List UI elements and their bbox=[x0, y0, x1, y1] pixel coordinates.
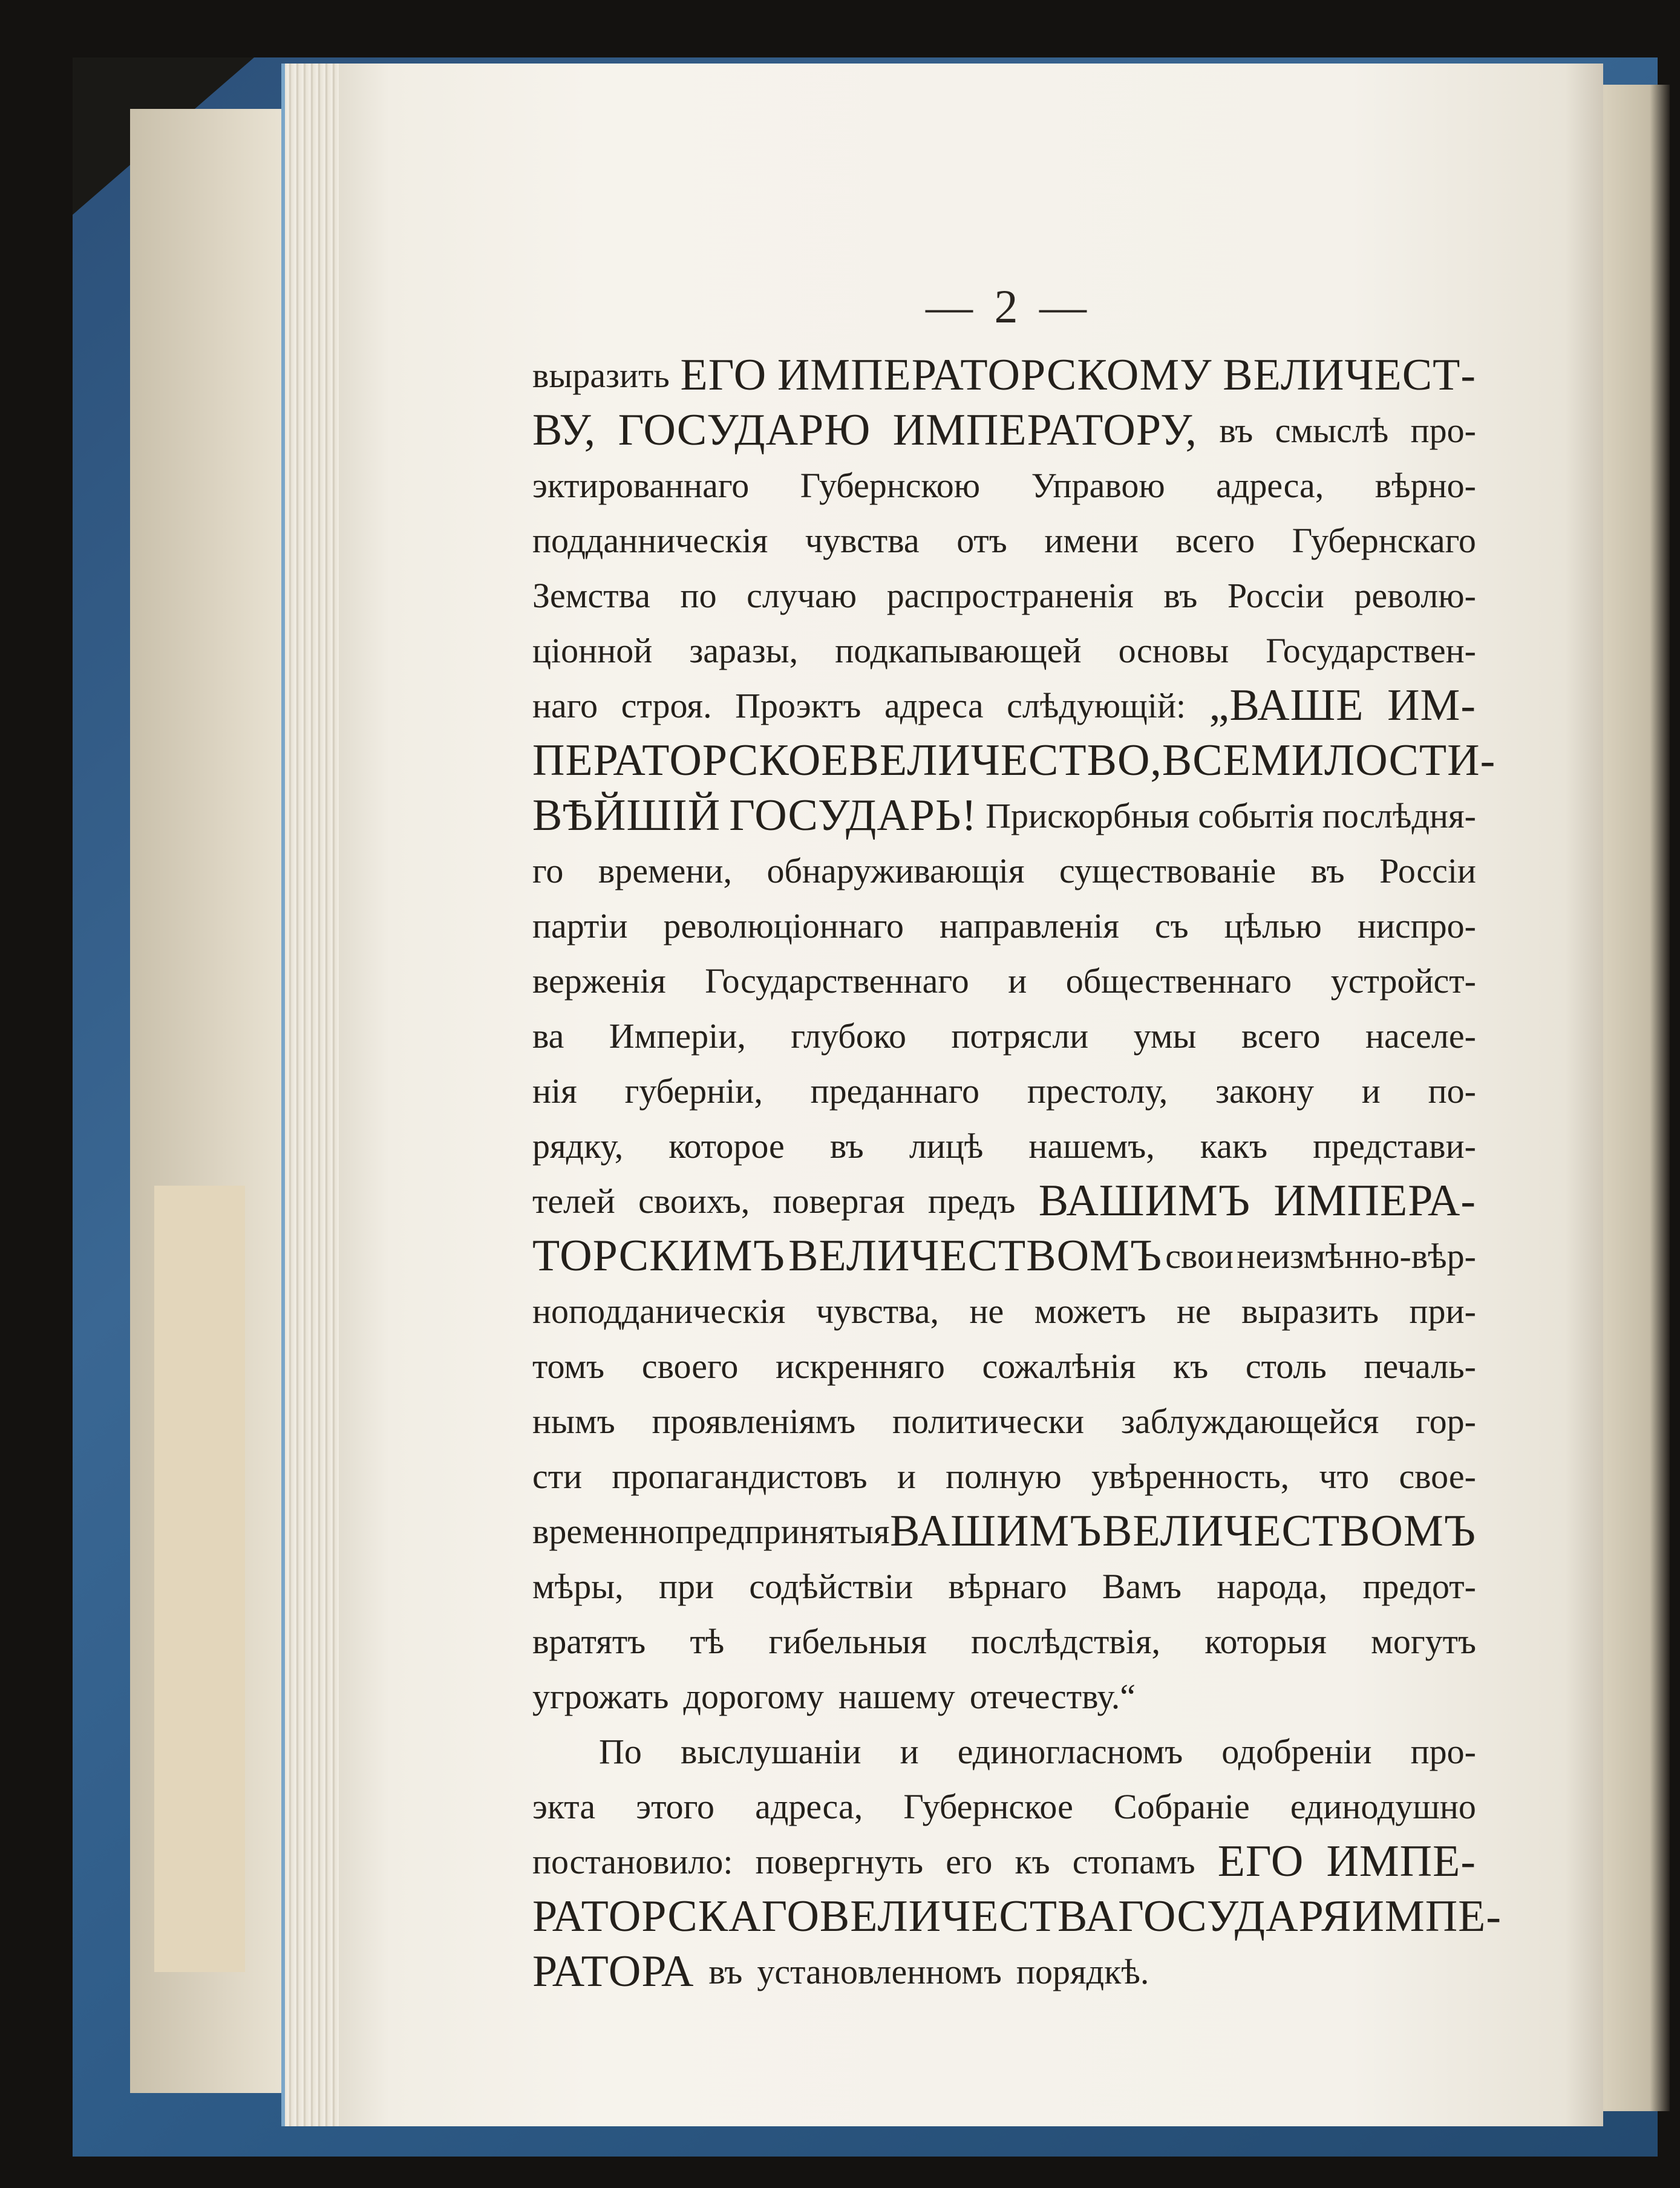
word: про- bbox=[1410, 1732, 1476, 1771]
word: подкапывающей bbox=[835, 631, 1082, 670]
word: „ВАШЕ bbox=[1209, 681, 1364, 730]
word: тѣ bbox=[690, 1622, 725, 1661]
word: телей bbox=[532, 1181, 615, 1221]
word: времени, bbox=[598, 851, 732, 890]
word: заразы, bbox=[689, 631, 799, 670]
word: свое- bbox=[1399, 1457, 1476, 1496]
word: ВЕЛИЧЕСТВОМЪ bbox=[1102, 1506, 1476, 1556]
word: по- bbox=[1428, 1071, 1476, 1111]
word: ИМПЕРАТОРУ, bbox=[892, 405, 1197, 455]
word: направленія bbox=[940, 906, 1119, 945]
text-line bbox=[532, 348, 1476, 403]
word: свои bbox=[1165, 1236, 1234, 1276]
word: столь bbox=[1245, 1347, 1327, 1386]
word: сожалѣнія bbox=[982, 1347, 1136, 1386]
word: къ bbox=[1015, 1842, 1050, 1881]
text-line bbox=[532, 1559, 1476, 1614]
word: ВЕЛИЧЕСТВО, bbox=[849, 736, 1162, 785]
text-line bbox=[532, 953, 1476, 1008]
word: ВѢЙШІЙ bbox=[532, 791, 721, 840]
word: можетъ bbox=[1034, 1292, 1146, 1331]
word: сти bbox=[532, 1457, 583, 1496]
word: угрожать bbox=[532, 1677, 669, 1716]
word: револю- bbox=[1354, 576, 1476, 615]
word: смыслѣ bbox=[1275, 411, 1389, 450]
word: ГОСУДАРЬ! bbox=[729, 791, 978, 840]
text-line bbox=[532, 1008, 1476, 1063]
word: Имперіи, bbox=[609, 1016, 746, 1056]
word: обнаруживающія bbox=[766, 851, 1025, 890]
word: предпринятыя bbox=[675, 1512, 890, 1551]
word: всего bbox=[1241, 1016, 1321, 1056]
word: выразить bbox=[532, 356, 670, 395]
word: и bbox=[897, 1457, 916, 1496]
word: ИМ- bbox=[1387, 681, 1476, 730]
text-line bbox=[532, 1944, 1476, 1999]
back-page-tab bbox=[154, 1186, 245, 1972]
word: устройст- bbox=[1330, 961, 1476, 1001]
word: ПЕРАТОРСКОЕ bbox=[532, 736, 849, 785]
word: искренняго bbox=[776, 1347, 945, 1386]
word: томъ bbox=[532, 1347, 605, 1386]
text-line bbox=[532, 1669, 1476, 1724]
word: закону bbox=[1215, 1071, 1314, 1111]
word: повергнуть bbox=[755, 1842, 924, 1881]
word: которыя bbox=[1204, 1622, 1327, 1661]
word: рядку, bbox=[532, 1126, 624, 1166]
word: неизмѣнно-вѣр- bbox=[1237, 1236, 1476, 1276]
word: заблуждающейся bbox=[1120, 1402, 1379, 1441]
text-line bbox=[532, 1394, 1476, 1449]
word: при bbox=[659, 1567, 714, 1606]
word: Государственнаго bbox=[705, 961, 969, 1001]
word: предот- bbox=[1362, 1567, 1476, 1606]
word: Россіи bbox=[1227, 576, 1324, 615]
text-line bbox=[532, 1504, 1476, 1559]
word: не bbox=[969, 1292, 1004, 1331]
word: Управою bbox=[1031, 466, 1165, 505]
word: По bbox=[599, 1732, 642, 1771]
word: ИМПЕ- bbox=[1352, 1892, 1502, 1941]
word: ВЕЛИЧЕСТ- bbox=[1223, 350, 1476, 400]
word: наго bbox=[532, 686, 598, 725]
word: адреса, bbox=[755, 1787, 863, 1826]
word: ВАШИМЪ bbox=[890, 1506, 1102, 1556]
word: строя. bbox=[621, 686, 712, 725]
word: адреса bbox=[884, 686, 984, 725]
word: въ bbox=[829, 1126, 864, 1166]
word: чувства, bbox=[815, 1292, 939, 1331]
next-page-edge bbox=[1603, 85, 1670, 2111]
word: основы bbox=[1118, 631, 1229, 670]
word: глубоко bbox=[791, 1016, 907, 1056]
word: которое bbox=[668, 1126, 785, 1166]
word: распространенія bbox=[886, 576, 1134, 615]
text-line bbox=[532, 843, 1476, 898]
word: съ bbox=[1154, 906, 1189, 945]
word: какъ bbox=[1200, 1126, 1268, 1166]
word: увѣренность, bbox=[1091, 1457, 1290, 1496]
word: Государствен- bbox=[1266, 631, 1476, 670]
text-line bbox=[532, 733, 1496, 788]
word: гор- bbox=[1416, 1402, 1476, 1441]
word: народа, bbox=[1217, 1567, 1328, 1606]
word: ИМПЕ- bbox=[1326, 1837, 1476, 1886]
word: къ bbox=[1173, 1347, 1209, 1386]
text-line bbox=[532, 1118, 1476, 1174]
word: партіи bbox=[532, 906, 628, 945]
text-line bbox=[532, 1724, 1476, 1779]
word: представи- bbox=[1313, 1126, 1476, 1166]
word: и bbox=[900, 1732, 919, 1771]
word: адреса, bbox=[1216, 466, 1324, 505]
word: лицѣ bbox=[909, 1126, 984, 1166]
word: революціоннаго bbox=[663, 906, 904, 945]
word: единогласномъ bbox=[957, 1732, 1183, 1771]
text-line bbox=[532, 788, 1476, 843]
word: умы bbox=[1133, 1016, 1197, 1056]
word: ціонной bbox=[532, 631, 653, 670]
word: ва bbox=[532, 1016, 564, 1056]
text-line bbox=[532, 623, 1476, 678]
word: дорогому bbox=[683, 1677, 824, 1716]
word: нашемъ, bbox=[1028, 1126, 1155, 1166]
text-line bbox=[532, 568, 1476, 623]
text-line bbox=[532, 513, 1476, 568]
text-line bbox=[532, 1834, 1476, 1889]
word: Земства bbox=[532, 576, 650, 615]
word: гибельныя bbox=[768, 1622, 927, 1661]
word: населе- bbox=[1365, 1016, 1476, 1056]
word: Вамъ bbox=[1102, 1567, 1182, 1606]
word: вѣрнаго bbox=[948, 1567, 1067, 1606]
word: нашему bbox=[838, 1677, 955, 1716]
word: Прискорбныя bbox=[985, 796, 1190, 835]
word: полную bbox=[946, 1457, 1062, 1496]
word: ноподданическія bbox=[532, 1292, 786, 1331]
text-line bbox=[532, 1339, 1476, 1394]
word: престолу, bbox=[1027, 1071, 1168, 1111]
word: РАТОРСКАГО bbox=[532, 1892, 820, 1941]
word: своего bbox=[641, 1347, 739, 1386]
word: послѣдствія, bbox=[971, 1622, 1161, 1661]
word: го bbox=[532, 851, 564, 890]
word: потрясли bbox=[951, 1016, 1089, 1056]
page-number: — 2 — bbox=[926, 280, 1091, 333]
word: содѣйствіи bbox=[749, 1567, 914, 1606]
word: РАТОРА bbox=[532, 1947, 695, 1996]
word: выразить bbox=[1241, 1292, 1379, 1331]
word: ВУ, bbox=[532, 405, 596, 455]
word: постановило: bbox=[532, 1842, 733, 1881]
word: политически bbox=[892, 1402, 1084, 1441]
word: преданнаго bbox=[810, 1071, 980, 1111]
word: при- bbox=[1409, 1292, 1476, 1331]
word: ГОСУДАРЯ bbox=[1118, 1892, 1352, 1941]
word: имени bbox=[1044, 521, 1139, 560]
word: нія bbox=[532, 1071, 577, 1111]
word: въ bbox=[708, 1952, 743, 1991]
word: пропагандистовъ bbox=[612, 1457, 868, 1496]
word: и bbox=[1008, 961, 1027, 1001]
word: ИМПЕРА- bbox=[1273, 1176, 1476, 1226]
word: Россіи bbox=[1379, 851, 1476, 890]
word: случаю bbox=[747, 576, 857, 615]
word: единодушно bbox=[1290, 1787, 1476, 1826]
word: ЕГО bbox=[1217, 1837, 1304, 1886]
word: чувства bbox=[805, 521, 920, 560]
word: Губернскаго bbox=[1292, 521, 1476, 560]
word: въ bbox=[1163, 576, 1198, 615]
word: отъ bbox=[956, 521, 1007, 560]
word: слѣдующій: bbox=[1007, 686, 1186, 725]
word: въ bbox=[1219, 411, 1253, 450]
text-line bbox=[532, 1174, 1476, 1229]
word: про- bbox=[1410, 411, 1476, 450]
word: предъ bbox=[927, 1181, 1016, 1221]
word: ИМПЕРАТОРСКОМУ bbox=[777, 350, 1212, 400]
word: повергая bbox=[773, 1181, 905, 1221]
word: вѣрно- bbox=[1374, 466, 1476, 505]
word: верженія bbox=[532, 961, 666, 1001]
word: проявленіямъ bbox=[652, 1402, 856, 1441]
word: ниспро- bbox=[1357, 906, 1476, 945]
word: существованіе bbox=[1059, 851, 1276, 890]
word: своихъ, bbox=[638, 1181, 750, 1221]
text-line bbox=[532, 1284, 1476, 1339]
word: его bbox=[946, 1842, 993, 1881]
word: ВЕЛИЧЕСТВОМЪ bbox=[788, 1231, 1163, 1281]
text-line bbox=[532, 1449, 1476, 1504]
word: событія bbox=[1198, 796, 1314, 835]
word: общественнаго bbox=[1065, 961, 1292, 1001]
text-line bbox=[532, 1229, 1476, 1284]
word: не bbox=[1176, 1292, 1211, 1331]
word: и bbox=[1361, 1071, 1381, 1111]
word: что bbox=[1319, 1457, 1370, 1496]
text-line bbox=[532, 1889, 1502, 1944]
text-line bbox=[532, 1063, 1476, 1118]
word: стопамъ bbox=[1072, 1842, 1195, 1881]
word: экта bbox=[532, 1787, 596, 1826]
text-line bbox=[532, 458, 1476, 513]
word: нымъ bbox=[532, 1402, 615, 1441]
word: губерніи, bbox=[624, 1071, 763, 1111]
word: подданническія bbox=[532, 521, 768, 560]
word: установленномъ bbox=[757, 1952, 1002, 1991]
word: всего bbox=[1175, 521, 1255, 560]
word: въ bbox=[1310, 851, 1345, 890]
word: ТОРСКИМЪ bbox=[532, 1231, 785, 1281]
word: по bbox=[680, 576, 717, 615]
word: печаль- bbox=[1364, 1347, 1476, 1386]
body-text bbox=[532, 348, 1502, 1999]
text-line bbox=[532, 898, 1476, 953]
text-line bbox=[532, 678, 1476, 733]
word: ЕГО bbox=[680, 350, 767, 400]
word: ГОСУДАРЮ bbox=[618, 405, 871, 455]
word: Губернское bbox=[903, 1787, 1073, 1826]
word: порядкѣ. bbox=[1016, 1952, 1149, 1991]
word: могутъ bbox=[1371, 1622, 1476, 1661]
word: цѣлью bbox=[1224, 906, 1322, 945]
text-line bbox=[532, 1779, 1476, 1834]
word: ВСЕМИЛОСТИ- bbox=[1162, 736, 1496, 785]
word: Собраніе bbox=[1113, 1787, 1250, 1826]
word: выслушаніи bbox=[680, 1732, 861, 1771]
word: ВЕЛИЧЕСТВА bbox=[819, 1892, 1119, 1941]
word: одобреніи bbox=[1221, 1732, 1372, 1771]
word: мѣры, bbox=[532, 1567, 624, 1606]
word: Проэктъ bbox=[735, 686, 861, 725]
word: Губернскою bbox=[800, 466, 981, 505]
text-line bbox=[532, 403, 1476, 458]
word: послѣдня- bbox=[1322, 796, 1476, 835]
word: временно bbox=[532, 1512, 675, 1551]
word: эктированнаго bbox=[532, 466, 750, 505]
text-line bbox=[532, 1614, 1476, 1669]
word: вратятъ bbox=[532, 1622, 646, 1661]
word: ВАШИМЪ bbox=[1038, 1176, 1250, 1226]
word: отечеству.“ bbox=[969, 1677, 1136, 1716]
word: этого bbox=[636, 1787, 715, 1826]
